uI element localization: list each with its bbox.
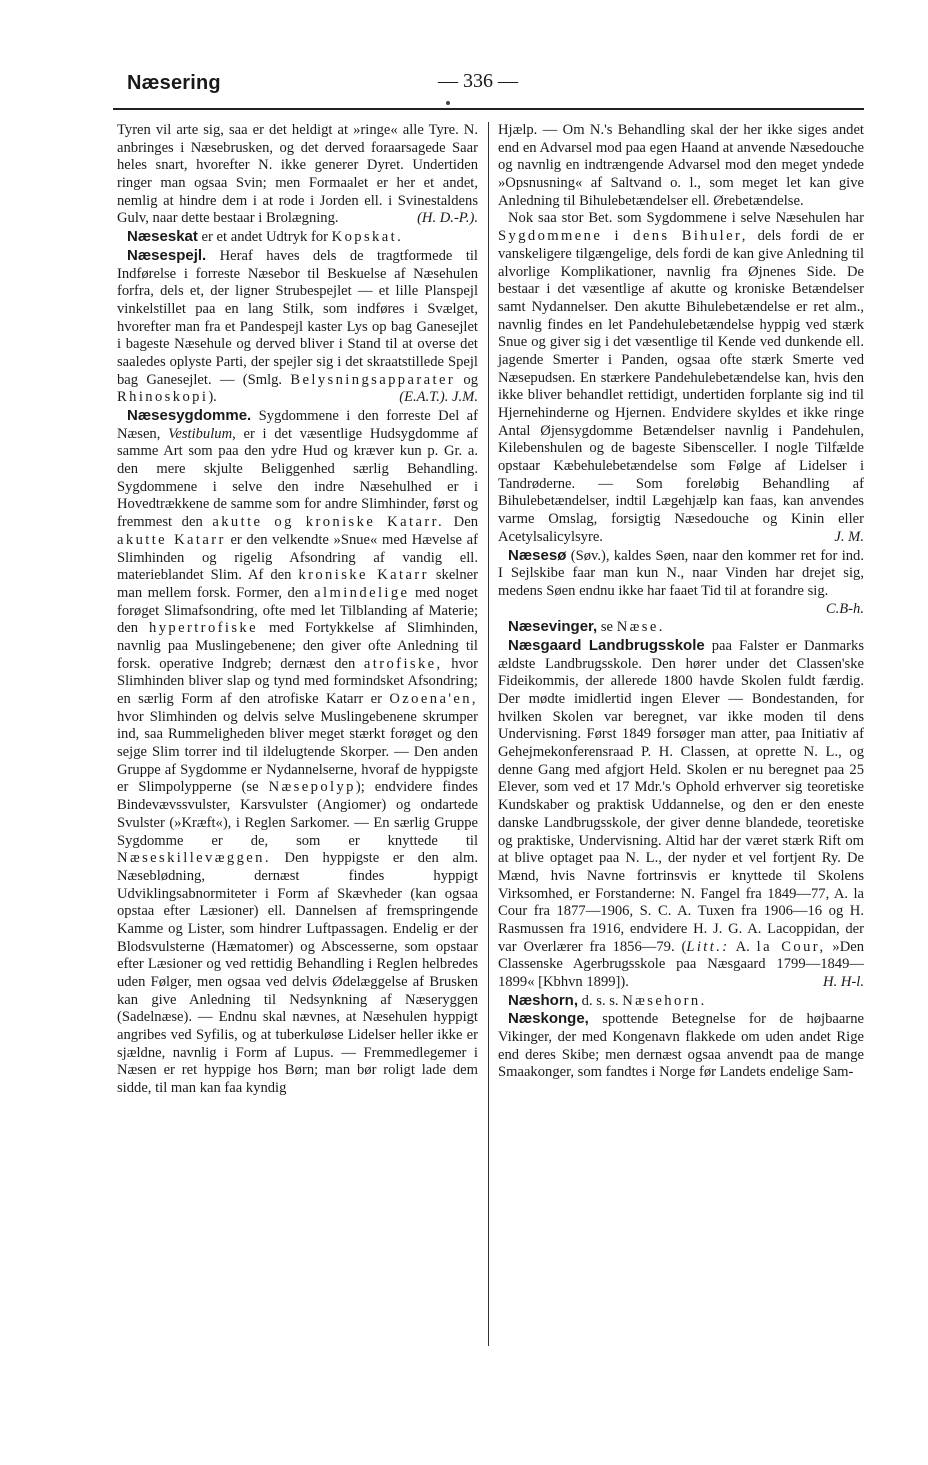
cross-reference: Næsehorn. [622, 992, 707, 1009]
cross-reference: Kopskat. [331, 229, 404, 246]
entry-text: er et andet Udtryk for [201, 229, 328, 246]
entry-text: spottende Betegnelse for de højbaarne Vikinger, der med Kongenavn flakkede om uden andet Rige end deres Skibe; men dernæst ogsaa anvendt paa de mange Smaakonger, som fandtes i Norge før Landets endelige Sam- [498, 1011, 864, 1081]
entry-text: Nok saa stor Bet. som Sygdommene i selve Næsehulen har [508, 210, 864, 227]
entry-text: med noget forøget Slimafsondring, ofte med let Tilblanding af Materie; den [117, 584, 478, 637]
entry-text: er den velkendte »Snue« med Hævelse af Slimhinden og rigelig Afsondring af vandig ell. materieblandet Slim. Af den [117, 531, 478, 584]
entry-text: Heraf haves dels de tragtformede til Indførelse i forreste Næsebor til Beskuelse af Næsehulen forfra, dels et, der ligner Strubespejlet — et lille Planspejl vinkelstillet paa en lang Stilk, som indføres i Svælget, hvorefter man fra et Pandespejl kaster Lys op bag Ganesejlet i bageste Næsehule og derved bliver i Stand til at overse det saaledes oplyste Parti, der spejler sig i det skraatstillede Spejl bag Ganesejlet. — (Smlg. [117, 247, 478, 388]
entry-signature: H. H-l. [823, 974, 864, 990]
entry-naesespejl [117, 247, 478, 407]
entry-naesevinger [498, 618, 864, 637]
headword: Næskonge, [508, 1010, 589, 1028]
page-number: — 336 — [438, 70, 518, 92]
entry-naesesoe [498, 547, 864, 619]
entry-naesgaard-landbrugsskole [498, 637, 864, 992]
spaced-term: almindelige [314, 584, 410, 601]
cross-reference: Belysningsapparater [290, 371, 456, 388]
spaced-term: Ozoena'en, [389, 691, 478, 707]
cross-reference: Næsepolyp [268, 779, 356, 796]
left-column [117, 122, 478, 1098]
entry-text: Hjælp. — Om N.'s Behandling skal der her ikke siges andet end en Advarsel mod paa egen Haand at anvende Næsedouche og navnlig en indtrængende Advarsel mod den meget yndede »Opsnusning« af Saltvand o. l., som meget let kan give Anledning til Bihulebetændelser ell. Ørebetændelse. [498, 122, 864, 209]
entry-text: Den [453, 514, 478, 531]
headword: Næsevinger, [508, 618, 598, 636]
header-rule [113, 108, 864, 110]
entry-naesesygdomme [117, 407, 478, 1098]
entry-naesesygdomme-continued [498, 122, 864, 210]
headword: Næsgaard Landbrugsskole [508, 636, 705, 654]
headword: Næshorn, [508, 991, 579, 1009]
entry-signature: (E.A.T.). J.M. [399, 389, 478, 406]
entry-text: dels fordi de er vanskeligere tilgængelige, dels fordi de kan give Anledning til alvorlige Komplikationer, navnlig fra Øjnenes Side. De bestaar i det væsentlige af akutte og kroniske Betændelser samt Nydannelser. Den akutte Bihulebetændelse er ret alm., navnlig findes en let Pandehulebetændelse hyppig ved stærk Snue og giver sig i det væsentlige til Kende ved dunkende ell. jagende Smerter i Panden, ogsaa ofte stærk Smerte ved Næsepudsen. En stærkere Pandehulebetændelse kan, hvis den ikke bliver behandlet rettidigt, undertiden forplante sig ind til Hjernehinderne og Hjernen. Endvidere skyldes et ikke ringe Antal Øjensygdomme Betændelser navnlig i Pandehulen, Kilebenshulen og de bageste Sibensceller. I nogle Tilfælde opstaar Kæbehulebetændelse som Følge af Lidelser i Tandrøderne. — Som foreløbig Behandling af Bihulebetændelser, indtil Lægehjælp kan faas, kan anvendes varme Omslag, forsigtig Næsedouche og Kinin eller Acetylsalicylsyre. [498, 228, 865, 545]
entry-naeshorn [498, 992, 864, 1011]
spaced-term: kroniske Katarr [298, 567, 429, 584]
spaced-term: Sygdommene i dens Bihuler, [498, 228, 748, 245]
entry-text: (Søv.), kaldes Søen, naar den kommer ret for ind. I Sejlskibe faar man kun N., naar Vinden har drejet sig, medens Søen endnu ikke har faaet Tid til at forandre sig. [498, 547, 864, 599]
entry-text: med Fortykkelse af Slimhinden, navnlig paa Muslingebenene; den giver ofte Anledning til forsk. operative Indgreb; dernæst den [117, 620, 478, 672]
entry-text: »Den Classenske Agerbrugsskole paa Næsgaard 1799—1849—1899« [Kbhvn 1899]). [498, 938, 865, 990]
spaced-term: hypertrofiske [149, 620, 259, 637]
header-dot [446, 101, 450, 105]
latin-term: Vestibulum, [168, 425, 236, 442]
entry-text: ). [208, 389, 217, 406]
entry-text: og [463, 371, 478, 388]
headword: Næsespejl. [127, 246, 207, 264]
entry-naeskonge [498, 1010, 864, 1082]
entry-signature: (H. D.-P.). [417, 210, 478, 227]
entry-text: hvor Slimhinden og delvis selve Muslingebenene skrumper ind, saa Rummeligheden bliver meget stærkt forøget og den sejge Slim torrer ind til ildelugtende Skorper. — Den anden Gruppe af Sygdomme er Nydannelserne, hvoraf de hyppigste er Slimpolypperne (se [117, 708, 478, 796]
page-header [0, 0, 928, 110]
spaced-term: akutte Katarr [117, 531, 226, 548]
entry-text: se [600, 619, 614, 636]
cross-reference: Rhinoskopi [117, 389, 209, 406]
right-column [498, 122, 864, 1082]
column-divider [488, 122, 489, 1346]
cross-reference: la Cour, [756, 938, 826, 955]
entry-text: Sygdommene i den forreste Del af Næsen, [117, 408, 478, 442]
spaced-term: atrofiske, [363, 655, 443, 672]
literature-label: Litt.: [686, 938, 730, 955]
entry-text: er i det væsentlige Hudsygdomme af samme Art som paa den ydre Hud og kræver kun p. Gr. a. den mere skjulte Beliggenhed særlig Behandling. Sygdommene i selve den indre Næsehulhed er i Hovedtrækkene de samme som for andre Slimhinder, først og fremmest den [117, 425, 479, 531]
headword: Næseskat [127, 228, 198, 246]
entry-text: hvor Slimhinden bliver slap og tynd med formindsket Afsondring; en særlig Form af den atrofiske Katarr er [117, 655, 478, 707]
entry-text: d. s. s. [581, 992, 619, 1009]
running-head: Næsering [127, 72, 221, 94]
entry-text: A. [735, 938, 750, 955]
entry-text: Tyren vil arte sig, saa er det heldigt at »ringe« alle Tyre. N. anbringes i Næsebrusken, og det derved foraarsagede Saar heles snart, hvorefter N. ikke generer Dyret. Undertiden ringer man ogsaa Svin; men Formaalet er her et andet, nemlig at hindre dem i at rode i Jorden ell. i Svinestaldens Gulv, naar dette bestaar i Brolægning. [117, 122, 478, 227]
entry-text: skelner man mellem forsk. Former, den [117, 567, 478, 601]
entry-signature: C.B-h. [825, 600, 864, 617]
spaced-term: akutte og kroniske Katarr. [212, 514, 445, 531]
entry-naesesygdomme-bihuler [498, 210, 864, 546]
entry-text: ); endvidere findes Bindevævssvulster, Karsvulster (Angiomer) og ondartede Svulster (»Kræft«), i Reglen Sarkomer. — En særlig Gruppe Sygdomme er de, som er knyttede til [117, 779, 478, 849]
entry-naeseskat [117, 228, 478, 247]
spaced-term: Næseskillevæggen. [117, 850, 271, 867]
entry-naesering-continued [117, 122, 478, 228]
entry-text: Den hyppigste er den alm. Næseblødning, dernæst findes hyppigt Udviklingsabnormiteter i Form af Skævheder (kan ogsaa opstaa efter Læsioner) ell. Dannelsen af fremspringende Kamme og Lister, som hindrer Luftpassagen. Endelig er der Blodsvulsterne (Hæmatomer) og Abscesserne, som opstaar efter Læsioner og ved rettidig Behandling i Reglen helbredes uden Følger, men ogsaa ved delvis Ødelæggelse af Brusken kan give Anledning til Nedsynkning af Næseryggen (Sadelnæse). — Endnu skal nævnes, at Næsehulen hyppigt angribes ved Syfilis, og at tuberkuløse Lidelser heller ikke er sjældne, navnlig i Form af Lupus. — Fremmedlegemer i Næsen er ret hyppige hos Børn; man bør roligt lade dem sidde, til man kan faa kyndig [117, 850, 478, 1097]
headword: Næsesø [508, 546, 567, 564]
entry-text: paa Falster er Danmarks ældste Landbrugsskole. Den hører under det Classen'ske Fideikommis, der allerede 1800 havde Skolen fuldt færdig. Der mødte imidlertid ingen Elever — Bondestanden, for hvilken Skolen var beregnet, var ikke moden til dens Undervisning. Først 1849 forsøger man atter, paa Initiativ af Gehejmekonferensraad P. H. Classen, at oprette N. L., og denne Gang med afgjort Held. Skolen er nu beregnet paa 25 Elever, som ved et 17 Mdr.'s Ophold erhverver sig teoretiske Kundskaber og praktisk Uddannelse, og den er den eneste danske Landbrugsskole, der giver denne blandede, teoretiske og praktiske, Undervisning. Altid har der været stærk Rift om at blive optaget paa N. L., der nyder et vel fortjent Ry. De Mænd, hvis Navne fortrinsvis er knyttede til Skolens Virksomhed, er Forstanderne: N. Fangel fra 1849—77, A. la Cour fra 1877—1906, S. C. A. Tuxen fra 1906—16 og H. Rasmussen fra 1916, endvidere H. J. G. A. Lacoppidan, der var Overlærer fra 1856—79. ( [498, 637, 864, 955]
cross-reference: Næse. [616, 619, 665, 636]
entry-signature: J. M. [834, 528, 864, 545]
headword: Næsesygdomme. [127, 407, 252, 424]
